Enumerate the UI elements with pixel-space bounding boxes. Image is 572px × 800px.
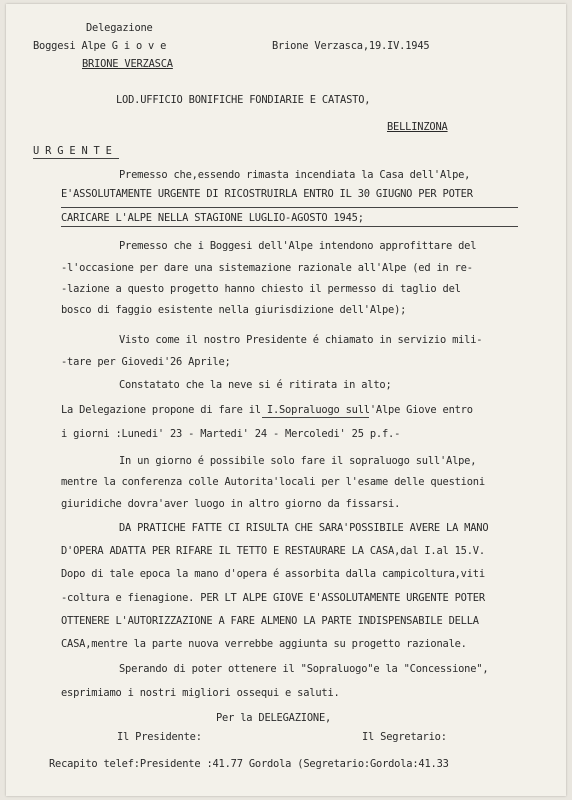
paragraph-7-line-6: CASA,mentre la parte nuova verrebbe aggiunta su progetto razionale. — [61, 638, 467, 650]
paragraph-8-line-2: esprimiamo i nostri migliori ossequi e saluti. — [61, 687, 340, 699]
paragraph-7-line-2: D'OPERA ADATTA PER RIFARE IL TETTO E RESTAURARE LA CASA,dal I.al 15.V. — [61, 545, 485, 557]
paragraph-7-line-4: -coltura e fienagione. PER LT ALPE GIOVE E'ASSOLUTAMENTE URGENTE POTER — [61, 592, 485, 604]
paragraph-4-line-1: Constatato che la neve si é ritirata in alto; — [119, 379, 392, 391]
place-date: Brione Verzasca,19.IV.1945 — [272, 40, 430, 52]
rule-above-line-3 — [61, 207, 518, 208]
paragraph-3-line-1: Visto come il nostro Presidente é chiamato in servizio mili- — [119, 334, 483, 346]
paragraph-2-line-1: Premesso che i Boggesi dell'Alpe intendono approfittare del — [119, 240, 477, 252]
paragraph-5-line-2: i giorni :Lunedi' 23 - Martedi' 24 - Mercoledi' 25 p.f.- — [61, 428, 401, 440]
paragraph-1-line-1: Premesso che,essendo rimasta incendiata la Casa dell'Alpe, — [119, 169, 471, 181]
paragraph-1-line-3: CARICARE L'ALPE NELLA STAGIONE LUGLIO-AGOSTO 1945; — [61, 212, 364, 224]
president-label: Il Presidente: — [117, 731, 202, 743]
sender-line-2: Boggesi Alpe G i o v e — [33, 40, 167, 52]
letter-page — [6, 4, 566, 796]
paragraph-7-line-3: Dopo di tale epoca la mano d'opera é assorbita dalla campicoltura,viti — [61, 568, 485, 580]
paragraph-2-line-4: bosco di faggio esistente nella giurisdizione dell'Alpe); — [61, 304, 407, 316]
urgent-underline — [33, 158, 119, 159]
urgent-label: U R G E N T E — [33, 145, 112, 157]
sopraluogo-underline — [262, 417, 369, 418]
recipient-office: LOD.UFFICIO BONIFICHE FONDIARIE E CATASTO, — [116, 94, 371, 106]
paragraph-2-line-3: -lazione a questo progetto hanno chiesto il permesso di taglio del — [61, 283, 461, 295]
paragraph-6-line-3: giuridiche dovra'aver luogo in altro giorno da fissarsi. — [61, 498, 401, 510]
paragraph-3-line-2: -tare per Giovedi'26 Aprile; — [61, 356, 231, 368]
recipient-city: BELLINZONA — [387, 121, 448, 133]
paragraph-6-line-1: In un giorno é possibile solo fare il sopraluogo sull'Alpe, — [119, 455, 477, 467]
paragraph-2-line-2: -l'occasione per dare una sistemazione razionale all'Alpe (ed in re- — [61, 262, 473, 274]
for-delegation: Per la DELEGAZIONE, — [216, 712, 332, 724]
paragraph-7-line-1: DA PRATICHE FATTE CI RISULTA CHE SARA'POSSIBILE AVERE LA MANO — [119, 522, 489, 534]
paragraph-5-line-1: La Delegazione propone di fare il I.Sopraluogo sull'Alpe Giove entro — [61, 404, 473, 416]
rule-below-line-3 — [61, 226, 518, 227]
paragraph-6-line-2: mentre la conferenza colle Autorita'locali per l'esame delle questioni — [61, 476, 485, 488]
footer-phone-line: Recapito telef:Presidente :41.77 Gordola (Segretario:Gordola:41.33 — [49, 758, 449, 770]
paragraph-8-line-1: Sperando di poter ottenere il "Sopraluogo"e la "Concessione", — [119, 663, 489, 675]
sender-line-3: BRIONE VERZASCA — [82, 58, 173, 70]
secretary-label: Il Segretario: — [362, 731, 447, 743]
paragraph-7-line-5: OTTENERE L'AUTORIZZAZIONE A FARE ALMENO LA PARTE INDISPENSABILE DELLA — [61, 615, 479, 627]
sender-line-1: Delegazione — [86, 22, 153, 34]
paragraph-1-line-2: E'ASSOLUTAMENTE URGENTE DI RICOSTRUIRLA ENTRO IL 30 GIUGNO PER POTER — [61, 188, 473, 200]
